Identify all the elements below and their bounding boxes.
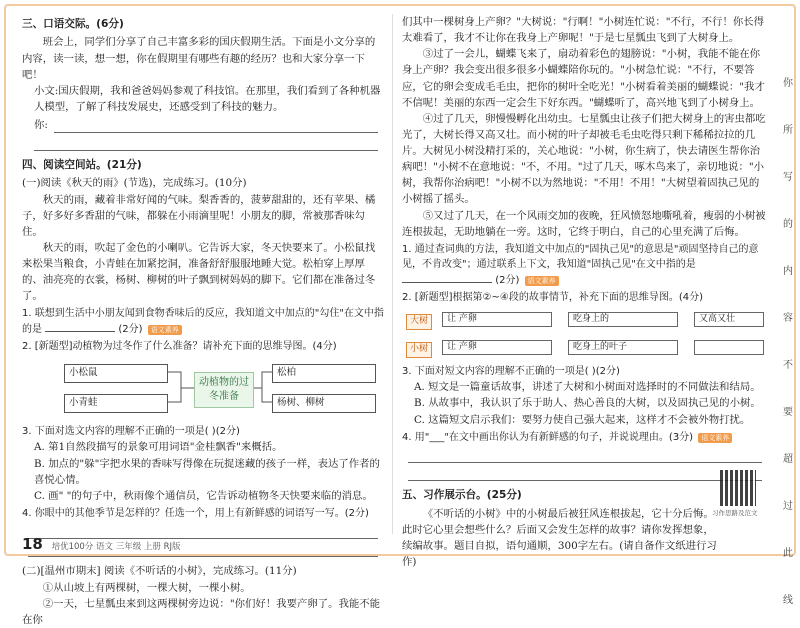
you-label: 你: xyxy=(34,118,48,131)
reading-2-para-4: ④过了几天，卵慢慢孵化出幼虫。七星瓢虫让孩子们把大树身上的害虫都吃光了，大树长得又高又壮。而小树的叶子却被毛毛虫吃得只剩下稀稀拉拉的几片。大树见小树没精打采的，关心地说："小树，你生病了，快去请医生帮你治病吧！"小树不在意地说："不，不用。"过了几天，啄木鸟来了，亲切地说："小树，我帮你治病吧！"小树不以为然地说："不用！不用！"大树望着固执己见的小树摇了摇头。 xyxy=(402,112,766,206)
reading-1-para-1: 秋天的雨，藏着非常好闻的气味。梨香香的，菠萝甜甜的，还有苹果、橘子，好多好多香甜的气味，都躲在小雨滴里呢！小朋友的脚，常被那香味勾住。 xyxy=(22,193,376,238)
you-answer-row xyxy=(22,115,384,133)
page-number: 18 xyxy=(22,534,43,553)
r-question-4 xyxy=(402,430,768,446)
big-tree-step-1[interactable]: 让 产卵 xyxy=(442,312,552,327)
side-char: 要 xyxy=(783,407,793,418)
qr-code-icon[interactable] xyxy=(720,470,756,506)
right-page xyxy=(402,14,768,568)
answer-line[interactable] xyxy=(54,115,378,133)
section-5-title: 五、习作展示台。(25分) xyxy=(402,489,522,502)
option-a[interactable]: A. 第1自然段描写的景象可用词语"金桂飘香"来概括。 xyxy=(34,441,283,454)
option-c[interactable]: C. 画" "的句子中，秋雨像个通信员，它告诉动植物冬天快要来临的消息。 xyxy=(34,489,373,502)
side-char: 线 xyxy=(783,595,793,606)
r-option-c[interactable]: C. 这篇短文启示我们：要努力使自己强大起来，这样才不会被外物打扰。 xyxy=(414,413,751,426)
question-1-blank[interactable] xyxy=(45,331,115,332)
section-3-title: 三、口语交际。(6分) xyxy=(22,18,124,30)
page-footer xyxy=(22,533,181,556)
reading-2-title: (二)[温州市期末] 阅读《不听话的小树》，完成练习。(11分) xyxy=(22,565,297,578)
literacy-chip: 语文素养 xyxy=(148,325,182,335)
story-map xyxy=(402,308,768,362)
r-question-4-text: 4. 用"___"在文中画出你认为有新鲜感的句子，并说说理由。(3分) xyxy=(402,431,694,443)
side-char: 的 xyxy=(783,219,793,230)
question-2-text: 2. [新题型]动植物为过冬作了什么准备？请补充下面的思维导图。(4分) xyxy=(22,341,337,353)
r-question-1-score: (2分) xyxy=(495,274,520,286)
reading-2-para-2-cont: 们其中一棵树身上产卵？"大树说："行啊！"小树连忙说："不行，不行！你长得太难看了，我才不让你在我身上产卵呢！"于是七星瓢虫飞到了大树身上。 xyxy=(402,16,765,45)
section-4-title: 四、阅读空间站。(21分) xyxy=(22,159,142,172)
literacy-chip: 语文素养 xyxy=(698,433,732,443)
map-label-small-tree: 小树 xyxy=(406,342,432,358)
small-tree-step-3[interactable] xyxy=(694,340,764,355)
side-char: 此 xyxy=(783,548,793,559)
side-char: 容 xyxy=(783,313,793,324)
question-3-text: 3. 下面对选文内容的理解不正确的一项是( )(2分) xyxy=(22,425,240,437)
option-b[interactable]: B. 加点的"躲"字把水果的香味写得像在玩捉迷藏的孩子一样，表达了作者的喜悦心情。 xyxy=(34,457,380,486)
big-tree-step-2[interactable]: 吃身上的 xyxy=(568,312,678,327)
side-char: 超 xyxy=(783,454,793,465)
answer-line[interactable] xyxy=(408,463,762,481)
question-1 xyxy=(22,306,384,337)
side-char: 内 xyxy=(783,266,793,277)
reading-1-title: (一)阅读《秋天的雨》(节选)，完成练习。(10分) xyxy=(22,177,247,190)
side-char: 你 xyxy=(783,78,793,89)
section-5-prompt: 《不听话的小树》中的小树最后被狂风连根拔起，它十分后悔。此时它心里会想些什么？后面又会发生怎样的故事？请你发挥想象，续编故事。题目自拟，语句通顺，300字左右。(请自备作文纸进行习作) xyxy=(402,507,717,568)
side-margin-note xyxy=(782,60,794,624)
question-4-text: 4. 你眼中的其他季节是怎样的？任选一个，用上有新鲜感的词语写一写。(2分) xyxy=(22,507,369,519)
r-question-2-text: 2. [新题型]根据第②~④段的故事情节，补充下面的思维导图。(4分) xyxy=(402,292,703,304)
small-tree-step-2[interactable]: 吃身上的叶子 xyxy=(568,340,678,355)
r-option-b[interactable]: B. 从故事中，我认识了乐于助人、热心善良的大树，以及固执己见的小树。 xyxy=(414,397,761,410)
r-option-a[interactable]: A. 短文是一篇童话故事，讲述了大树和小树面对选择时的不同做法和结局。 xyxy=(414,381,761,394)
map-node-pine[interactable]: 松柏 xyxy=(272,364,376,383)
question-1-text: 1. 联想到生活中小朋友闻到食物香味后的反应，我知道文中加点的"勾住"在文中指的是 xyxy=(22,308,384,335)
literacy-chip: 语文素养 xyxy=(525,276,559,286)
question-1-score: (2分) xyxy=(118,323,143,335)
map-node-frog[interactable]: 小青蛙 xyxy=(64,394,168,413)
map-center-node: 动植物的过冬准备 xyxy=(194,372,254,408)
section-3-intro: 班会上，同学们分享了自己丰富多彩的国庆假期生活。下面是小文分享的内容，读一读，想一想，你在假期里有哪些有趣的经历？也和大家分享一下吧！ xyxy=(22,36,376,81)
small-tree-step-1[interactable]: 让 产卵 xyxy=(442,340,552,355)
big-tree-step-3[interactable]: 又高又壮 xyxy=(694,312,764,327)
xiaowen-speech: 小文:国庆假期，我和爸爸妈妈参观了科技馆。在那里，我们看到了各种机器人模型，了解了科技发展史，还感受到了科技的魅力。 xyxy=(34,84,381,113)
r-question-1 xyxy=(402,242,768,289)
map-node-squirrel[interactable]: 小松鼠 xyxy=(64,364,168,383)
side-char: 写 xyxy=(783,172,793,183)
reading-2-para-5: ⑤又过了几天，在一个风雨交加的夜晚，狂风愤怒地嘶吼着，瘦弱的小树被连根拔起，无助地躺在一旁。这时，它终于明白，自己的心里充满了后悔。 xyxy=(402,209,766,238)
mind-map-connectors xyxy=(36,358,396,422)
map-label-big-tree: 大树 xyxy=(406,314,432,330)
mind-map-animals xyxy=(36,358,384,422)
side-char: 所 xyxy=(783,125,793,136)
answer-line[interactable] xyxy=(408,445,762,463)
side-char: 过 xyxy=(783,501,793,512)
r-question-1-text: 1. 通过查词典的方法，我知道文中加点的"固执己见"的意思是"顽固坚持自己的意见，不肯改变"；通过联系上下文，我知道"固执己见"在文中指的是 xyxy=(402,243,759,271)
answer-line[interactable] xyxy=(34,133,378,151)
side-char: 不 xyxy=(783,360,793,371)
reading-1-para-2: 秋天的雨，吹起了金色的小喇叭。它告诉大家，冬天快要来了。小松鼠找来松果当粮食，小青蛙在加紧挖洞，准备舒舒服服地睡大觉。松柏穿上厚厚的、油亮亮的衣裳，杨树、柳树的叶子飘到树妈妈的脚下。它们都在准备过冬了。 xyxy=(22,241,376,303)
map-node-poplar[interactable]: 杨树、柳树 xyxy=(272,394,376,413)
r-question-1-blank[interactable] xyxy=(402,282,492,283)
r-question-3-text: 3. 下面对短文内容的理解不正确的一项是( )(2分) xyxy=(402,365,620,377)
reading-2-para-2: ②一天，七星瓢虫来到这两棵树旁边说："你们好！我要产卵了。我能不能在你 xyxy=(22,597,381,626)
book-info: 培优100分 语文 三年级 上册 RJ版 xyxy=(51,541,181,552)
qr-caption: 习作思路及范文 xyxy=(712,509,758,517)
column-divider xyxy=(392,14,393,534)
reading-2-para-1: ①从山坡上有两棵树，一棵大树，一棵小树。 xyxy=(42,581,251,594)
reading-2-para-3: ③过了一会儿，蝴蝶飞来了，扇动着彩色的翅膀说："小树，我能不能在你身上产卵？我会变出很多很多小蝴蝶陪你玩的。"小树急忙说："不行，不要答应，它的卵会变成毛毛虫，把你的树叶全吃光！"小树看着美丽的蝴蝶说："我才不信呢！美丽的东西一定会生下好东西。"蝴蝶听了，高兴地飞到了小树身上。 xyxy=(402,48,765,109)
